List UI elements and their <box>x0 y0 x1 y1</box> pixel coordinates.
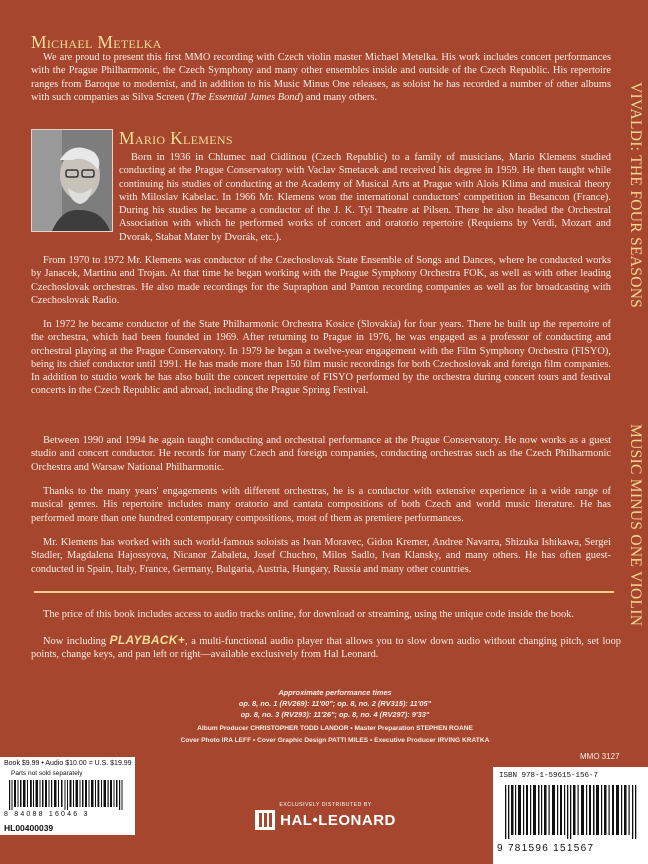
performance-times-line2: op. 8, no. 3 (RV293): 11'26"; op. 8, no. 4 (RV297): 9'33" <box>240 710 430 719</box>
parts-note: Parts not sold separately <box>11 770 83 777</box>
publisher-name: HAL•LEONARD <box>280 811 396 829</box>
spine-title: VIVALDI: THE FOUR SEASONS <box>627 81 644 309</box>
playback-note: Now including PLAYBACK+, a multi-functional audio player that allows you to slow down audio without changing pitch, set loop points, change keys, and pan left or right—available exclusively from Hal Leonard. <box>31 633 621 661</box>
isbn-box <box>493 767 648 864</box>
klemens-bio-p5: Thanks to the many years' engagements with different orchestras, he is a conductor with extensive experience in a wide range of musical genres. His repertoire includes many oratorio and cantata compositions of both Czech and world music literature. He has performed more than one hundred contemporary compositions, most of them as premiere performances. <box>31 486 611 524</box>
price-line: Book $9.99 • Audio $10.00 = U.S. $19.99 <box>4 760 132 767</box>
metelka-heading: Michael Metelka <box>31 32 162 52</box>
klemens-photo <box>31 129 113 232</box>
metelka-bio: We are proud to present this first MMO recording with Czech violin master Michael Metelka. His work includes concert performances with the Prague Philharmonic, the Czech Symphony and many other ensembles inside and outside of the Czech Republic. His repertoire ranges from Baroque to modernist, and in addition to his Music Minus One releases, as soloist he has recorded a number of other albums with such companies as Silva Screen (The Essential James Bond) and many others. <box>31 52 611 103</box>
upc-barcode <box>9 780 129 810</box>
playback-plus-logo: PLAYBACK+ <box>109 633 186 647</box>
klemens-bio-p3: In 1972 he became conductor of the State Philharmonic Orchestra Kosice (Slovakia) for four years. There he built up the repertoire of the orchestra, which had been founded in 1969. After returning to Prague in 1976, he was engaged as a professor of conducting and orchestral playing at the Prague Conservatory. In 1979 he began a twelve-year engagement with the Film Symphony Orchestra (FISYO), being its chief conductor until 1991. He has made more than 150 film music recordings for both Czechoslovak and foreign film companies. In addition to studio work he has also built the concert repertoire of FISYO performed by the orchestra during concert tours and festival concerts in the Czech Republic and abroad, including the Prague Spring Festival. <box>31 319 611 397</box>
spine-subtitle: MUSIC MINUS ONE VIOLIN <box>627 423 644 627</box>
section-divider <box>34 591 614 593</box>
upc-digits: 8 84088 16046 3 <box>4 811 90 818</box>
portrait-image <box>32 130 112 231</box>
price-box <box>0 757 135 835</box>
catalog-number: MMO 3127 <box>580 752 620 761</box>
hal-leonard-icon <box>255 810 275 830</box>
klemens-heading: Mario Klemens <box>119 128 233 148</box>
publisher-logo <box>228 802 423 842</box>
isbn-number: ISBN 978-1-59615-156-7 <box>499 772 599 780</box>
product-code: HL00400039 <box>4 823 54 833</box>
isbn-barcode <box>505 785 639 839</box>
klemens-bio-p4: Between 1990 and 1994 he again taught conducting and orchestral performance at the Prague Conservatory. He now works as a guest studio and concert conductor. He records for many Czech and foreign companies, conducting orchestras such as the Czech Philharmonic Orchestra and Warsaw National Philharmonic. <box>31 435 611 473</box>
distributed-by: EXCLUSIVELY DISTRIBUTED BY <box>279 802 372 808</box>
performance-times-line1: op. 8, no. 1 (RV269): 11'00"; op. 8, no. 2 (RV315): 11'05" <box>238 699 432 708</box>
klemens-bio-p1: Born in 1936 in Chlumec nad Cidlinou (Czech Republic) to a family of musicians, Mario Klemens studied conducting at the Prague Conservatory with Vaclav Smetacek and received his degree in 1959. He then taught while continuing his studies of conducting at the Academy of Musical Arts at Prague with Alois Klima and musical theory with Miloslav Kabelac. In 1966 Mr. Klemens won the international conductors' competition in Besancon (France). During his studies he became a conductor of the J. K. Tyl Theatre at Pilsen. There he also headed the Orchestral Association with which he performed works of concert and oratorio repertoire (Requiems by Verdi, Mozart and Dvorak, Stabat Mater by Dvorák, etc.). <box>119 152 611 243</box>
klemens-bio-p2: From 1970 to 1972 Mr. Klemens was conductor of the Czechoslovak State Ensemble of Songs and Dances, where he conducted works by Janacek, Martinu and Trojan. At that time he began working with the Prague Symphony Orchestra FOK, as well as with other leading Czechoslovak orchestras. He also made recordings for the Supraphon and Panton recording companies as well as for broadcasting with Czechoslovak Radio. <box>31 255 611 306</box>
isbn-barcode-digits: 9 781596 151567 <box>497 843 595 854</box>
klemens-bio-p6: Mr. Klemens has worked with such world-famous soloists as Ivan Moravec, Gidon Kremer, Andree Navarra, Shizuka Ishikawa, Sergei Stadler, Magdalena Hajossyova, Nicanor Zabaleta, Josef Chuchro, Milos Sadlo, Ivan Klansky, and many others. He has often guest-conducted in Spain, Italy, France, Germany, Bulgaria, Austria, Hungary, Russia and many other countries. <box>31 537 611 575</box>
credits-line2: Cover Photo IRA LEFF • Cover Graphic Design PATTI MILES • Executive Producer IRVING KRATKA <box>180 737 490 744</box>
online-audio-note: The price of this book includes access to audio tracks online, for download or streaming, using the unique code inside the book. <box>43 609 574 620</box>
credits-line1: Album Producer CHRISTOPHER TODD LANDOR • Master Preparation STEPHEN ROANE <box>197 725 473 732</box>
performance-times-heading: Approximate performance times <box>278 688 392 697</box>
